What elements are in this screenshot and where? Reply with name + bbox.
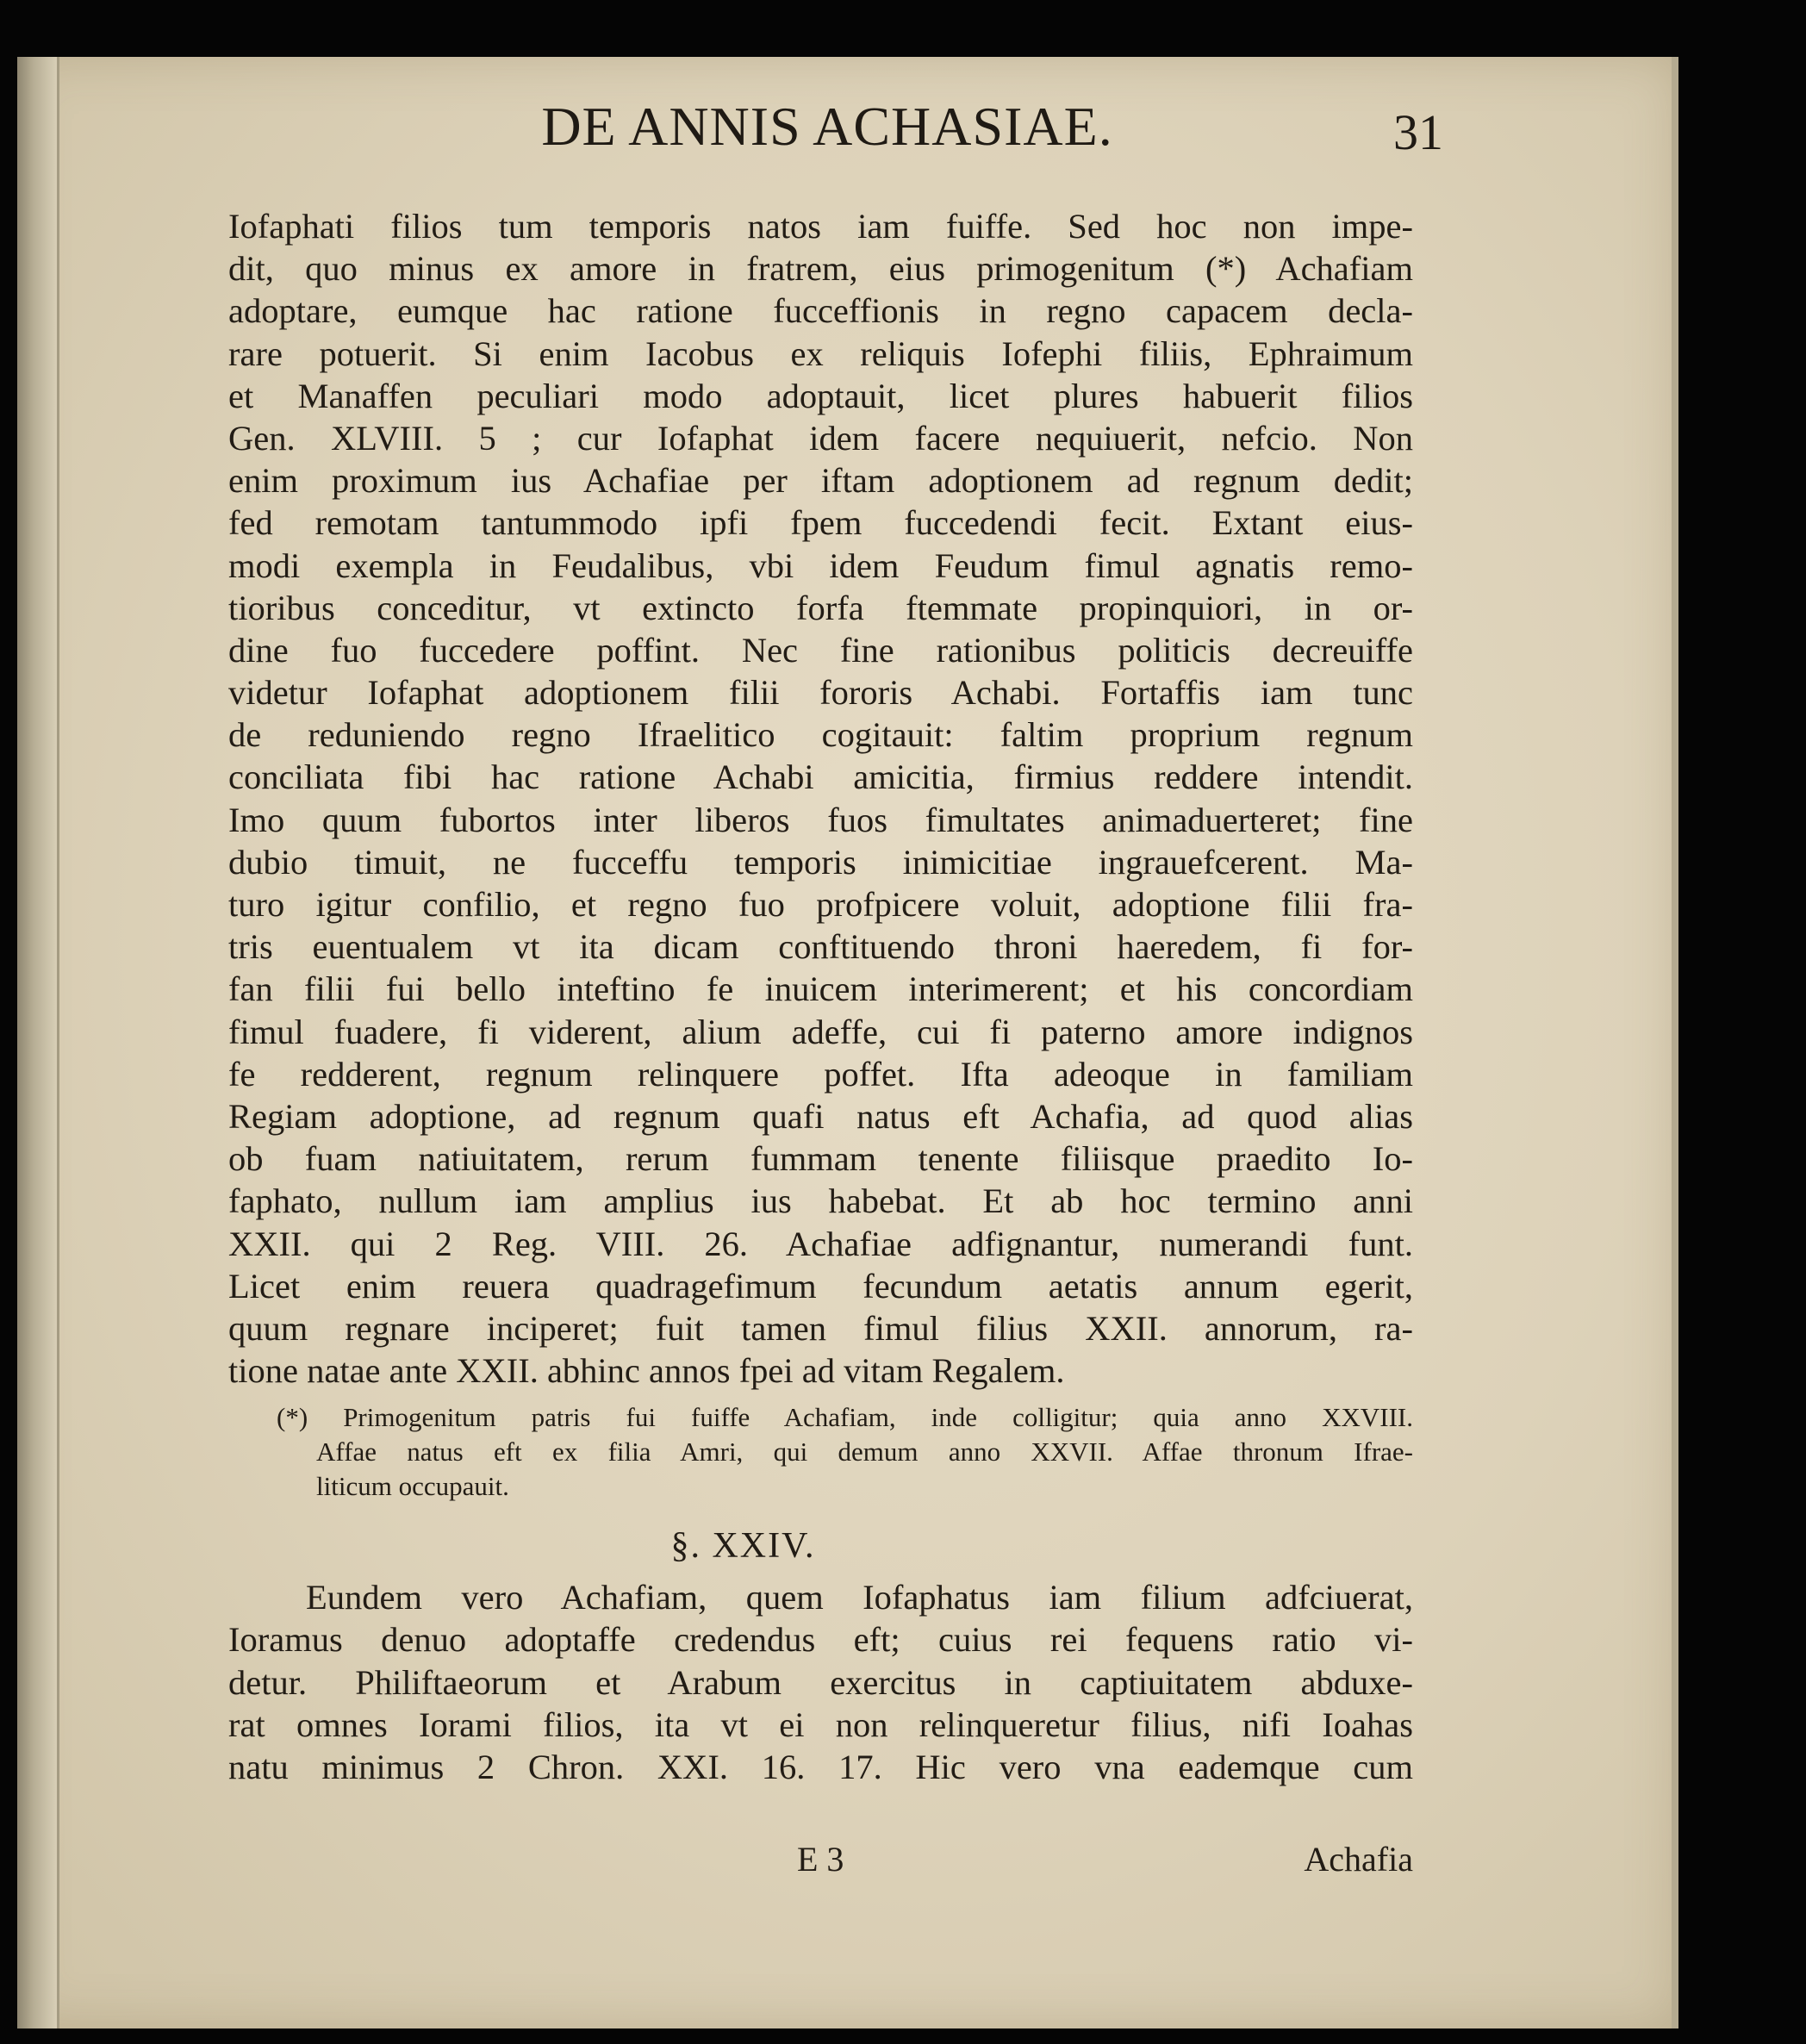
text-line: XXII. qui 2 Reg. VIII. 26. Achafiae adfignantur, numerandi funt.: [228, 1224, 1413, 1263]
text-line: fed remotam tantummodo ipfi fpem fuccedendi fecit. Extant eius-: [228, 503, 1413, 543]
footnote-line: liticum occupauit.: [316, 1471, 509, 1502]
text-line: fan filii fui bello inteftino fe inuicem interimerent; et his concordiam: [228, 969, 1413, 1009]
text-line: Gen. XLVIII. 5 ; cur Iofaphat idem facere nequiuerit, nefcio. Non: [228, 418, 1413, 458]
main-text: [228, 205, 1413, 1788]
signature-mark: E 3: [797, 1840, 844, 1879]
text-line: dit, quo minus ex amore in fratrem, eius primogenitum (*) Achafiam: [228, 249, 1413, 289]
text-line: Regiam adoptione, ad regnum quafi natus eft Achafia, ad quod alias: [228, 1096, 1413, 1136]
text-line: conciliata fibi hac ratione Achabi amicitia, firmius reddere intendit.: [228, 757, 1413, 797]
text-line: enim proximum ius Achafiae per iftam adoptionem ad regnum dedit;: [228, 461, 1413, 501]
text-line: dubio timuit, ne fucceffu temporis inimicitiae ingrauefcerent. Ma-: [228, 842, 1413, 882]
text-line: Eundem vero Achafiam, quem Iofaphatus iam filium adfciuerat,: [306, 1578, 1413, 1617]
text-line: tris euentualem vt ita dicam conftituendo throni haeredem, fi for-: [228, 927, 1413, 967]
text-line: Iofaphati filios tum temporis natos iam fuiffe. Sed hoc non impe-: [228, 207, 1413, 246]
text-line: detur. Philiftaeorum et Arabum exercitus in captiuitatem abduxe-: [228, 1662, 1413, 1702]
text-line: et Manaffen peculiari modo adoptauit, licet plures habuerit filios: [228, 376, 1413, 415]
page-right-edge: [1672, 57, 1678, 2028]
paragraph-2: [228, 1576, 1413, 1788]
text-line: quum regnare inciperet; fuit tamen fimul filius XXII. annorum, ra-: [228, 1308, 1413, 1348]
text-line: fe redderent, regnum relinquere poffet. Ifta adeoque in familiam: [228, 1054, 1413, 1094]
text-line: rat omnes Iorami filios, ita vt ei non relinqueretur filius, nifi Ioahas: [228, 1704, 1413, 1744]
page-header: [211, 95, 1443, 198]
text-line: ob fuam natiuitatem, rerum fummam tenente filiisque praedito Io-: [228, 1139, 1413, 1179]
footnote-line: Affae natus eft ex filia Amri, qui demum anno XXVII. Affae thronum Ifrae-: [316, 1436, 1413, 1468]
text-line: Ioramus denuo adoptaffe credendus eft; cuius rei fequens ratio vi-: [228, 1620, 1413, 1660]
text-line: tione natae ante XXII. abhinc annos fpei ad vitam Regalem.: [228, 1351, 1065, 1391]
text-line: fimul fuadere, fi viderent, alium adeffe, cui fi paterno amore indignos: [228, 1012, 1413, 1051]
text-line: Licet enim reuera quadragefimum fecundum aetatis annum egerit,: [228, 1266, 1413, 1306]
text-line: tioribus conceditur, vt extincto forfa ftemmate propinquiori, in or-: [228, 588, 1413, 627]
text-line: natu minimus 2 Chron. XXI. 16. 17. Hic vero vna eademque cum: [228, 1748, 1413, 1786]
text-line: rare potuerit. Si enim Iacobus ex reliquis Iofephi filiis, Ephraimum: [228, 333, 1413, 373]
page-footer: [228, 1839, 1413, 1887]
text-line: modi exempla in Feudalibus, vbi idem Feudum fimul agnatis remo-: [228, 545, 1413, 585]
text-line: Imo quum fubortos inter liberos fuos fimultates animaduerteret; fine: [228, 800, 1413, 839]
running-title: DE ANNIS ACHASIAE.: [541, 96, 1113, 157]
footnote: [228, 1400, 1413, 1504]
text-line: adoptare, eumque hac ratione fucceffionis in regno capacem decla-: [228, 291, 1413, 331]
text-line: videtur Iofaphat adoptionem filii fororis Achabi. Fortaffis iam tunc: [228, 673, 1413, 713]
catchword: Achafia: [1304, 1840, 1413, 1879]
footnote-line: (*) Primogenitum patris fui fuiffe Achafiam, inde colligitur; quia anno XXVIII.: [277, 1402, 1413, 1433]
text-line: faphato, nullum iam amplius ius habebat. Et ab hoc termino anni: [228, 1181, 1413, 1221]
section-heading: §. XXIV.: [670, 1526, 816, 1567]
text-line: de reduniendo regno Ifraelitico cogitauit: faltim proprium regnum: [228, 715, 1413, 755]
paragraph-1: [228, 205, 1413, 1392]
gutter-fold-line: [57, 57, 59, 2028]
page-number: 31: [1393, 104, 1443, 160]
text-line: turo igitur confilio, et regno fuo profpicere voluit, adoptione filii fra-: [228, 885, 1413, 924]
page-gutter: [17, 57, 57, 2028]
text-line: dine fuo fuccedere poffint. Nec fine rationibus politicis decreuiffe: [228, 630, 1413, 670]
